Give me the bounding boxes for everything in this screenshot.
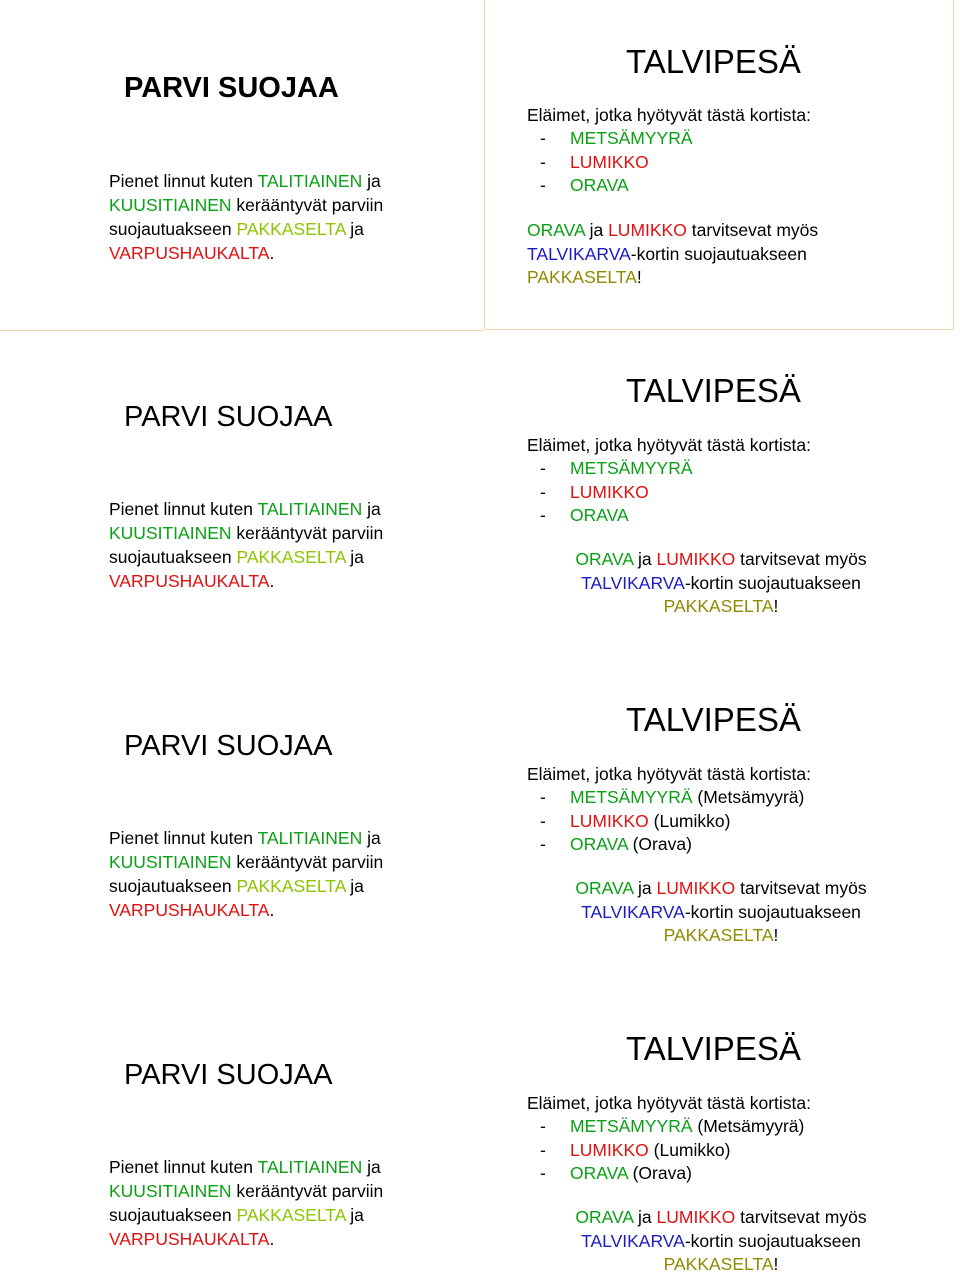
animal-list: - METSÄMYYRÄ (Metsämyyrä) - LUMIKKO (Lumikko) - ORAVA (Orava) [540,787,805,854]
parvi-suojaa-text: Pienet linnut kuten TALITIAINEN ja KUUSITIAINEN kerääntyvät parviin suojautuakseen PAKKASELTA ja VARPUSHAUKALTA. [109,1157,384,1249]
parvi-suojaa-text: Pienet linnut kuten TALITIAINEN ja KUUSITIAINEN kerääntyvät parviin suojautuakseen PAKKASELTA ja VARPUSHAUKALTA. [109,171,384,263]
parvi-suojaa-text: Pienet linnut kuten TALITIAINEN ja KUUSITIAINEN kerääntyvät parviin suojautuakseen PAKKASELTA ja VARPUSHAUKALTA. [109,828,384,920]
animal-list: - METSÄMYYRÄ (Metsämyyrä) - LUMIKKO (Lumikko) - ORAVA (Orava) [540,1116,805,1183]
parvi-suojaa-text: Pienet linnut kuten TALITIAINEN ja KUUSITIAINEN kerääntyvät parviin suojautuakseen PAKKASELTA ja VARPUSHAUKALTA. [109,499,384,591]
parvi-suojaa-title: PARVI SUOJAA [124,401,333,433]
talvipesa-intro: Eläimet, jotka hyötyvät tästä kortista: [527,435,812,455]
talvipesa-title: TALVIPESÄ [626,372,801,409]
talvipesa-title: TALVIPESÄ [626,1030,801,1067]
talvipesa-note: ORAVA ja LUMIKKO tarvitsevat myös TALVIKARVA-kortin suojautuakseen PAKKASELTA! [575,878,867,945]
talvipesa-note: ORAVA ja LUMIKKO tarvitsevat myös TALVIKARVA-kortin suojautuakseen PAKKASELTA! [575,549,867,616]
parvi-suojaa-title: PARVI SUOJAA [124,72,339,104]
talvipesa-title: TALVIPESÄ [626,43,801,80]
talvipesa-title: TALVIPESÄ [626,701,801,738]
card-divider-line [0,330,484,331]
talvipesa-note: ORAVA ja LUMIKKO tarvitsevat myös TALVIKARVA-kortin suojautuakseen PAKKASELTA! [575,1207,867,1274]
animal-list: - METSÄMYYRÄ - LUMIKKO - ORAVA [540,458,693,525]
talvipesa-intro: Eläimet, jotka hyötyvät tästä kortista: [527,1093,812,1113]
animal-list: - METSÄMYYRÄ - LUMIKKO - ORAVA [540,128,693,195]
talvipesa-intro: Eläimet, jotka hyötyvät tästä kortista: [527,764,812,784]
parvi-suojaa-title: PARVI SUOJAA [124,730,333,762]
parvi-suojaa-title: PARVI SUOJAA [124,1059,333,1091]
talvipesa-note: ORAVA ja LUMIKKO tarvitsevat myös TALVIKARVA-kortin suojautuakseen PAKKASELTA! [527,220,819,287]
talvipesa-intro: Eläimet, jotka hyötyvät tästä kortista: [527,105,812,125]
